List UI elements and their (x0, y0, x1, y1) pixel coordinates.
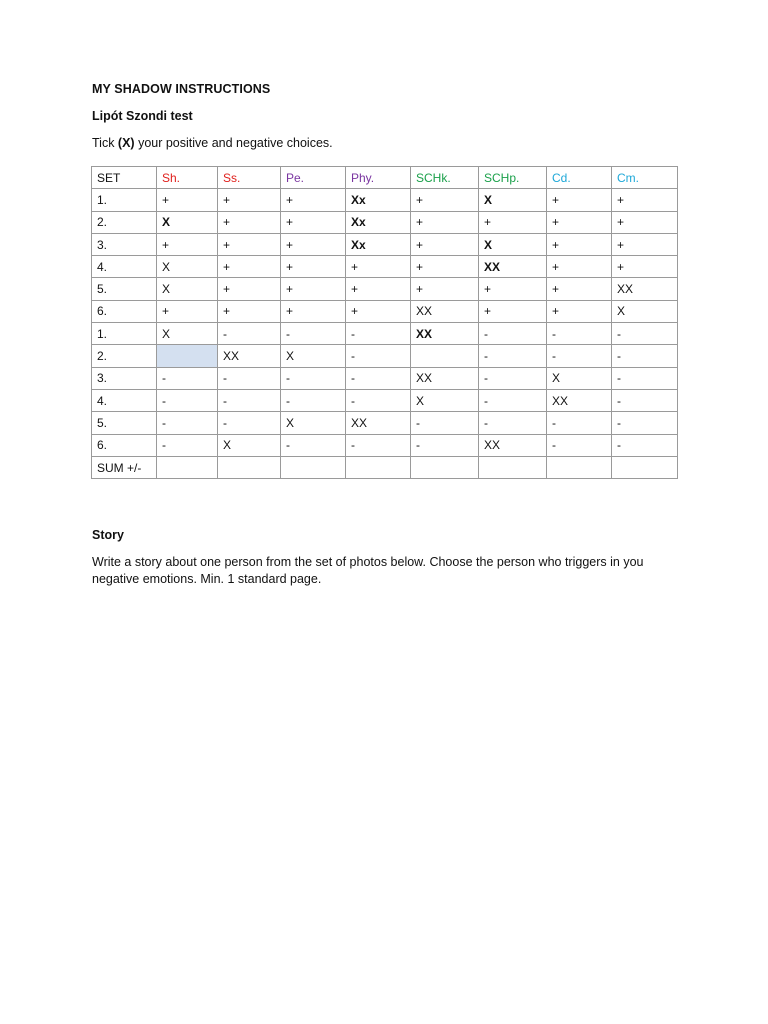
choice-cell[interactable]: X (157, 256, 218, 278)
choice-cell[interactable]: + (346, 300, 411, 322)
table-row (92, 389, 678, 411)
choice-cell[interactable]: - (411, 434, 479, 456)
choice-cell[interactable]: - (281, 323, 346, 345)
document-title: MY SHADOW INSTRUCTIONS (92, 82, 271, 96)
choice-cell[interactable] (218, 456, 281, 478)
choice-cell[interactable]: XX (612, 278, 678, 300)
instruction-marker: (X) (117, 136, 135, 150)
table-row (92, 367, 678, 389)
choice-cell[interactable]: - (218, 412, 281, 434)
choice-cell[interactable]: + (281, 233, 346, 255)
choice-cell[interactable]: - (218, 367, 281, 389)
choice-cell[interactable]: - (218, 389, 281, 411)
choice-cell[interactable] (346, 456, 411, 478)
choice-cell[interactable]: - (281, 434, 346, 456)
choice-cell[interactable]: + (547, 300, 612, 322)
row-label-cell: 1. (92, 323, 157, 345)
choice-cell[interactable]: - (346, 367, 411, 389)
choice-cell[interactable]: X (157, 211, 218, 233)
choice-cell[interactable]: - (547, 434, 612, 456)
choice-cell[interactable]: - (479, 412, 547, 434)
choice-cell[interactable]: - (157, 367, 218, 389)
choice-cell[interactable]: + (547, 278, 612, 300)
column-header: Sh. (157, 167, 218, 189)
choice-cell[interactable]: + (479, 300, 547, 322)
choice-cell[interactable]: X (157, 278, 218, 300)
choice-cell[interactable]: + (479, 278, 547, 300)
choice-cell[interactable]: - (479, 367, 547, 389)
choice-cell[interactable]: XX (547, 389, 612, 411)
choice-cell[interactable]: + (281, 211, 346, 233)
choice-cell[interactable]: X (157, 323, 218, 345)
choice-cell[interactable]: X (479, 189, 547, 211)
choice-cell[interactable]: + (612, 211, 678, 233)
table-row (92, 211, 678, 233)
choice-cell[interactable]: Xx (346, 189, 411, 211)
table-row (92, 189, 678, 211)
choice-cell[interactable]: - (281, 367, 346, 389)
choice-cell[interactable]: + (281, 189, 346, 211)
choice-cell[interactable]: + (157, 189, 218, 211)
choice-cell[interactable]: + (281, 278, 346, 300)
row-label-cell: 5. (92, 412, 157, 434)
choice-cell[interactable] (157, 345, 218, 367)
choice-cell[interactable]: + (281, 300, 346, 322)
choice-cell[interactable]: - (612, 323, 678, 345)
choice-cell[interactable]: + (411, 211, 479, 233)
choice-cell[interactable]: + (479, 211, 547, 233)
choice-cell[interactable]: - (157, 389, 218, 411)
choice-cell[interactable]: - (157, 434, 218, 456)
choice-cell[interactable]: - (479, 345, 547, 367)
choice-cell[interactable]: - (346, 389, 411, 411)
choice-cell[interactable] (157, 456, 218, 478)
table-row (92, 434, 678, 456)
column-header: SCHp. (479, 167, 547, 189)
choice-cell[interactable]: XX (346, 412, 411, 434)
choice-cell[interactable]: - (281, 389, 346, 411)
table-row (92, 278, 678, 300)
choice-cell[interactable]: - (479, 323, 547, 345)
choice-cell[interactable]: + (218, 211, 281, 233)
choice-cell[interactable]: - (547, 323, 612, 345)
choice-cell[interactable] (479, 456, 547, 478)
row-label-cell: 1. (92, 189, 157, 211)
choice-cell[interactable]: + (157, 300, 218, 322)
document-subtitle: Lipót Szondi test (92, 109, 193, 123)
choice-cell[interactable]: + (346, 256, 411, 278)
choice-cell[interactable]: X (281, 345, 346, 367)
column-header: Phy. (346, 167, 411, 189)
row-label-cell: 3. (92, 233, 157, 255)
choice-cell[interactable] (411, 345, 479, 367)
choice-cell[interactable]: + (218, 256, 281, 278)
choice-cell[interactable]: - (346, 345, 411, 367)
story-instructions: Write a story about one person from the set of photos below. Choose the person who triggers in you negative emotions. Min. 1 standard page. (92, 555, 644, 586)
choice-cell[interactable]: + (411, 278, 479, 300)
table-body (92, 167, 678, 479)
choice-cell[interactable]: - (612, 367, 678, 389)
table-header-row (92, 167, 678, 189)
choice-cell[interactable]: Xx (346, 233, 411, 255)
choice-cell[interactable]: X (411, 389, 479, 411)
choice-cell[interactable]: + (411, 256, 479, 278)
choice-cell[interactable]: + (157, 233, 218, 255)
story-heading: Story (92, 528, 124, 542)
choice-cell[interactable]: - (612, 389, 678, 411)
choice-cell[interactable]: Xx (346, 211, 411, 233)
choice-cell[interactable]: - (157, 412, 218, 434)
table-row (92, 256, 678, 278)
choice-cell[interactable]: XX (411, 367, 479, 389)
choice-cell[interactable]: + (218, 278, 281, 300)
row-label-cell: 6. (92, 434, 157, 456)
choice-cell[interactable]: X (547, 367, 612, 389)
choice-cell[interactable]: X (479, 233, 547, 255)
row-label-cell: 2. (92, 345, 157, 367)
choice-cell[interactable]: + (411, 233, 479, 255)
choice-cell[interactable] (411, 456, 479, 478)
choice-cell[interactable]: X (218, 434, 281, 456)
choice-cell[interactable]: X (612, 300, 678, 322)
choice-cell[interactable]: - (612, 412, 678, 434)
table-row (92, 345, 678, 367)
instruction-prefix: Tick (92, 136, 118, 150)
row-label-cell: SUM +/- (92, 456, 157, 478)
table-row (92, 456, 678, 478)
choice-cell[interactable]: + (547, 211, 612, 233)
row-label-cell: 6. (92, 300, 157, 322)
choice-cell[interactable]: - (479, 389, 547, 411)
row-label-cell: 3. (92, 367, 157, 389)
choice-cell[interactable] (281, 456, 346, 478)
column-header: Cd. (547, 167, 612, 189)
choice-cell[interactable]: + (411, 189, 479, 211)
choice-cell[interactable]: + (218, 189, 281, 211)
choice-cell[interactable]: XX (218, 345, 281, 367)
choice-cell[interactable]: + (612, 233, 678, 255)
choice-cell[interactable]: + (218, 233, 281, 255)
choice-cell[interactable]: XX (479, 434, 547, 456)
instruction-line (92, 136, 333, 150)
choice-cell[interactable]: + (612, 189, 678, 211)
choice-cell[interactable] (547, 456, 612, 478)
choice-cell[interactable]: XX (411, 323, 479, 345)
column-header: Cm. (612, 167, 678, 189)
choice-cell[interactable]: - (346, 323, 411, 345)
table-row (92, 412, 678, 434)
choice-cell[interactable]: XX (411, 300, 479, 322)
szondi-choice-table (91, 166, 678, 479)
choice-cell[interactable]: - (346, 434, 411, 456)
table-row (92, 300, 678, 322)
choice-cell[interactable]: + (547, 256, 612, 278)
column-header: Ss. (218, 167, 281, 189)
choice-cell[interactable]: X (281, 412, 346, 434)
choice-cell[interactable]: - (411, 412, 479, 434)
instruction-suffix: your positive and negative choices. (134, 136, 333, 150)
column-header: SET (92, 167, 157, 189)
choice-cell[interactable]: + (218, 300, 281, 322)
table-row (92, 323, 678, 345)
column-header: SCHk. (411, 167, 479, 189)
choice-cell[interactable]: + (547, 189, 612, 211)
choice-cell[interactable]: + (346, 278, 411, 300)
choice-cell[interactable]: + (612, 256, 678, 278)
choice-cell[interactable]: - (612, 345, 678, 367)
row-label-cell: 4. (92, 256, 157, 278)
choice-cell[interactable]: + (547, 233, 612, 255)
choice-cell[interactable] (612, 456, 678, 478)
choice-cell[interactable]: XX (479, 256, 547, 278)
choice-cell[interactable]: - (547, 412, 612, 434)
choice-cell[interactable]: - (612, 434, 678, 456)
choice-cell[interactable]: + (281, 256, 346, 278)
row-label-cell: 2. (92, 211, 157, 233)
table-row (92, 233, 678, 255)
choice-cell[interactable]: - (547, 345, 612, 367)
row-label-cell: 4. (92, 389, 157, 411)
row-label-cell: 5. (92, 278, 157, 300)
choice-cell[interactable]: - (218, 323, 281, 345)
column-header: Pe. (281, 167, 346, 189)
